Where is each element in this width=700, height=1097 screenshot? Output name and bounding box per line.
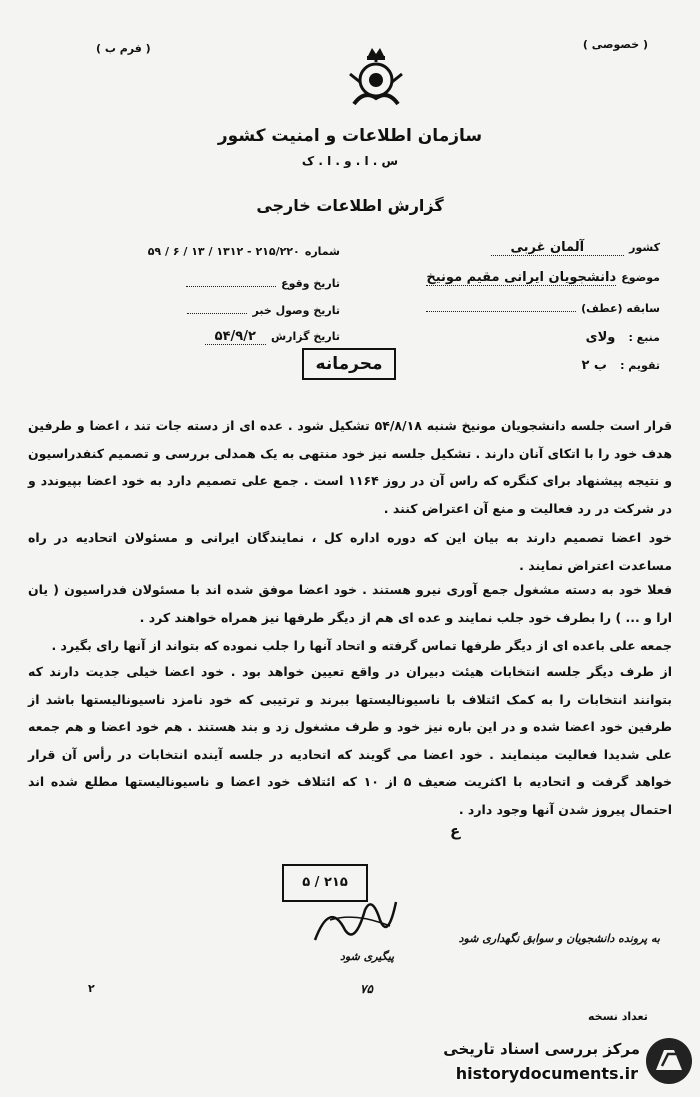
lion-and-sun-emblem-icon <box>340 42 412 114</box>
report-title: گزارش اطلاعات خارجی <box>256 196 444 215</box>
form-number-label: ( فرم ب ) <box>96 42 151 55</box>
country-value: آلمان غربی <box>491 240 625 256</box>
body-paragraph-5: از طرف دیگر جلسه انتخابات هیئت دبیران در واقع تعیین خواهد بود . خود اعضا خیلی جدیت دارند که بتوانند انتخابات را به کمک ائتلاف با ناسیونالیستها ببرند و ترتیبی که خود نامزد ناسیونالیستها باشد از طرفین خود اعضا شده و در این باره نیز خود و طرف مشغول زد و بند هستند . هم خود اعضا و هم جمعه علی شدیدا فعالیت مینمایند . خود اعضا می گویند که اتحادیه در جلسه آینده انتخابات در رأس آن قرار خواهد گرفت و اتحادیه با اکثریت ضعیف ۵ از ۱۰ که ائتلاف خود اعضا و ناسیونالیستها مطلع شده اند احتمال پیروز شدن آنها وجود دارد . <box>28 664 672 817</box>
field-background <box>380 297 660 316</box>
date-received-label: تاریخ وصول خبر <box>252 304 340 317</box>
date-received-blank <box>187 313 247 314</box>
field-date-received <box>180 299 340 318</box>
body-paragraph-4: جمعه علی باعده ای از دیگر طرفها تماس گرفته و اتحاد آنها را جلب نموده که بتواند از آنها رای بگیرد . <box>51 638 672 653</box>
body-paragraph-2: خود اعضا تصمیم دارند به بیان این که دوره اداره کل ، نمایندگان ایرانی و مسئولان اتحادیه در راه مساعدت اعتراض نمایند . <box>28 530 672 573</box>
confidential-stamp: محرمانه <box>302 348 396 380</box>
evaluation-label: تقویم : <box>620 359 660 372</box>
watermark-title: مرکز بررسی اسناد تاریخی <box>443 1040 640 1058</box>
department-code: س . ا . و . ا . ک <box>301 154 399 168</box>
field-source <box>460 326 660 345</box>
date-report-label: تاریخ گزارش <box>270 330 340 343</box>
registration-stamp: ۲۱۵ / ۵ <box>282 864 368 902</box>
number-value: ۲۱۵/۲۲۰ - ۱۳۱۲ / ۱۳ / ۶ / ۵۹ <box>147 245 300 258</box>
background-blank <box>426 311 576 312</box>
watermark <box>400 1030 700 1092</box>
field-number <box>100 240 340 259</box>
organization-name: سازمان اطلاعات و امنیت کشور <box>217 126 483 146</box>
handwritten-note: به پرونده دانشجویان و سوابق نگهداری شود <box>458 932 660 945</box>
end-mark: ع <box>450 822 461 840</box>
date-occurred-label: تاریخ وقوع <box>281 277 340 290</box>
archive-logo-icon <box>644 1036 694 1086</box>
field-date-occurred <box>180 272 340 291</box>
background-label: سابقه (عطف) <box>581 302 660 315</box>
field-evaluation <box>460 354 660 373</box>
body-paragraph-1: قرار است جلسه دانشجویان مونیخ شنبه ۵۴/۸/۱۸ تشکیل شود . عده ای از دسته جات تند ، اعضا و طرفین هدف خود را با اتکای آنان دارند . تشکیل جلسه نیز خود منتهی به یک همدلی بررسی و تصمیم کنفدراسیون و نتیجه پیشنهاد برای کنگره که راس آن در روز ۱۱۶۴ است . جمع علی تصمیم دارد به خود اعضا بپیوندد و در شرکت در رد فعالیت و منع آن اعتراض کنند . <box>28 418 673 516</box>
classification-label: ( خصوصی ) <box>582 38 648 51</box>
subject-value: دانشجویان ایرانی مقیم مونیخ <box>426 270 617 285</box>
body-paragraph-3: فعلا خود به دسته مشغول جمع آوری نیرو هستند . خود اعضا موفق شده اند با مسئولان فدراسیون ( یان ارا و ... ) را بطرف خود جلب نمایند و عده ای هم از دیگر طرفها نیز همراه خواهند کرد . <box>28 582 672 625</box>
field-country <box>380 236 660 255</box>
date-occurred-blank <box>186 286 276 287</box>
field-date-report <box>150 325 340 344</box>
evaluation-value: ب ۲ <box>581 358 607 373</box>
number-label: شماره <box>304 245 340 258</box>
source-value: ولای <box>585 330 616 345</box>
margin-mark: ۲ <box>88 982 95 995</box>
watermark-url: historydocuments.ir <box>455 1064 638 1083</box>
handwritten-subnote: پیگیری شود <box>340 950 395 963</box>
subject-label: موضوع <box>621 271 660 284</box>
country-label: کشور <box>629 241 660 254</box>
field-subject <box>350 266 660 285</box>
copies-label: تعداد نسخه <box>588 1010 648 1023</box>
date-report-value: ۵۴/۹/۲ <box>205 329 266 345</box>
source-label: منبع : <box>628 331 660 344</box>
handwritten-numbers: ۷۵ <box>360 982 373 996</box>
